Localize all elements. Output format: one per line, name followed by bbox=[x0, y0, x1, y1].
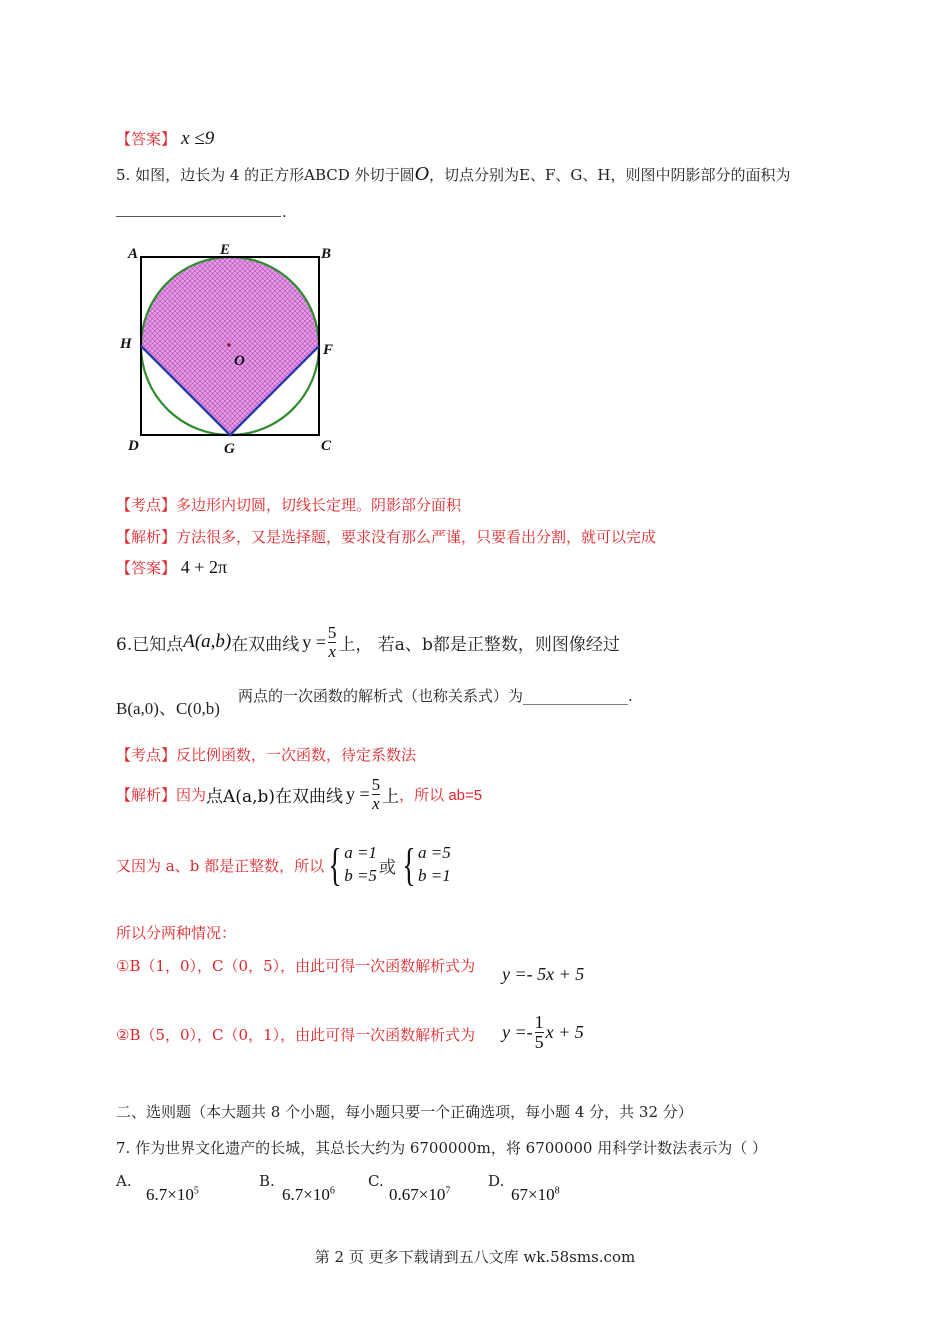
jiexi-shang: 上 bbox=[382, 786, 400, 807]
case-2-fraction bbox=[535, 1013, 544, 1052]
q5-kaodian bbox=[116, 494, 461, 515]
q6-fraction bbox=[328, 624, 337, 661]
jiexi-ab: ，所以 ab=5 bbox=[399, 786, 483, 804]
frac-num: 5 bbox=[327, 623, 337, 642]
jiexi-tag: 【解析】 bbox=[116, 785, 177, 804]
q7-option-d bbox=[511, 1185, 560, 1205]
q6-stem-part: 上， 若a、b都是正整数，则图像经过 bbox=[338, 634, 620, 655]
label-f: F bbox=[323, 342, 334, 358]
frac-den: 5 bbox=[534, 1031, 544, 1052]
q5-stem-part: 5. 如图，边长为 4 的正方形ABCD 外切于圆 bbox=[116, 166, 415, 184]
frac-num: 5 bbox=[371, 775, 381, 794]
q6-jiexi bbox=[116, 776, 482, 813]
option-exp: 5 bbox=[193, 1185, 199, 1197]
q5-jiexi bbox=[116, 526, 656, 547]
answer-tag: 【答案】 bbox=[116, 559, 177, 577]
label-h: H bbox=[120, 336, 132, 352]
q6-systems bbox=[116, 839, 451, 890]
youyin-text: 又因为 a、b 都是正整数，所以 bbox=[116, 856, 325, 875]
q5-answer-blank bbox=[116, 216, 281, 217]
section-2-heading: 二、选则题（本大题共 8 个小题，每小题只要一个正确选项，每小题 4 分，共 32 分） bbox=[116, 1103, 693, 1121]
q5-answer bbox=[116, 557, 227, 578]
case-2: ②B（5，0），C（0，1），由此可得一次函数解析式为 bbox=[116, 1026, 476, 1044]
answer-tag: 【答案】 bbox=[116, 130, 177, 148]
kaodian-text: 反比例函数，一次函数，待定系数法 bbox=[176, 746, 417, 764]
frac-den: x bbox=[328, 641, 336, 661]
system-1-row-1: a =1 bbox=[344, 843, 377, 863]
q4-answer-line bbox=[116, 128, 214, 150]
q6-stem-part: 在双曲线 bbox=[231, 634, 300, 655]
system-1 bbox=[324, 839, 377, 890]
brace-glyph: { bbox=[402, 839, 416, 890]
option-base: 6.7×10 bbox=[146, 1185, 194, 1204]
q6-stem bbox=[116, 624, 620, 661]
option-exp: 6 bbox=[329, 1185, 335, 1197]
jiexi-text: 因为 bbox=[176, 785, 207, 804]
jiexi-text: 方法很多，又是选择题，要求没有那么严谨，只要看出分割，就可以完成 bbox=[176, 528, 657, 546]
label-c: C bbox=[321, 438, 332, 454]
jiexi-point: 点A(a,b)在双曲线 bbox=[206, 786, 343, 807]
case-1-eq: y =- 5x + 5 bbox=[502, 964, 585, 984]
label-o: O bbox=[234, 353, 245, 369]
option-base: 6.7×10 bbox=[282, 1185, 330, 1204]
answer-value: 4 + 2π bbox=[180, 557, 228, 577]
frac-num: 1 bbox=[534, 1012, 544, 1032]
system-1-row-2: b =5 bbox=[344, 866, 377, 885]
label-e: E bbox=[220, 242, 231, 258]
jiexi-tag: 【解析】 bbox=[116, 528, 177, 546]
or-text: 或 bbox=[378, 857, 396, 878]
jiexi-y-eq: y = bbox=[346, 783, 370, 804]
option-exp: 8 bbox=[554, 1185, 560, 1197]
q7-option-a bbox=[146, 1185, 199, 1205]
q7-option-b-label: B. bbox=[259, 1172, 275, 1190]
frac-den: x bbox=[372, 793, 380, 813]
case-2-eq bbox=[502, 1013, 584, 1052]
q7-option-b bbox=[282, 1185, 335, 1205]
system-2 bbox=[398, 839, 451, 890]
page-footer: 第 2 页 更多下载请到五八文库 wk.58sms.com bbox=[314, 1248, 636, 1266]
kaodian-tag: 【考点】 bbox=[116, 496, 177, 514]
label-d: D bbox=[128, 438, 139, 454]
option-exp: 7 bbox=[445, 1185, 451, 1197]
q7-option-c-label: C. bbox=[368, 1172, 384, 1190]
q5-stem bbox=[116, 163, 790, 186]
q6-kaodian bbox=[116, 744, 416, 765]
case-1: ①B（1，0），C（0，5），由此可得一次函数解析式为 bbox=[116, 957, 476, 975]
label-g: G bbox=[224, 441, 235, 457]
kaodian-text: 多边形内切圆，切线长定理。阴影部分面积 bbox=[176, 496, 462, 514]
two-cases: 所以分两种情况： bbox=[116, 924, 237, 942]
label-b: B bbox=[321, 246, 332, 262]
q5-circle-o: O bbox=[414, 163, 430, 185]
q5-figure bbox=[110, 236, 350, 466]
q6-stem-d: 两点的一次函数的解析式（也称关系式）为______________. bbox=[238, 687, 633, 705]
case-2-eq-left: y =- bbox=[502, 1021, 533, 1042]
answer-value: x ≤9 bbox=[181, 128, 215, 149]
brace-glyph: { bbox=[328, 839, 342, 890]
q6-point-a: A(a,b) bbox=[183, 631, 232, 653]
q5-stem-end: . bbox=[282, 203, 287, 221]
q7-option-c bbox=[389, 1185, 450, 1205]
jiexi-fraction bbox=[372, 776, 381, 813]
system-2-row-1: a =5 bbox=[418, 843, 451, 863]
kaodian-tag: 【考点】 bbox=[116, 746, 177, 764]
q6-y-eq: y = bbox=[302, 631, 326, 652]
option-base: 0.67×10 bbox=[389, 1185, 446, 1204]
q6-stem-part: 6.已知点 bbox=[116, 634, 184, 655]
case-2-eq-right: x + 5 bbox=[545, 1021, 584, 1042]
label-a: A bbox=[128, 246, 139, 262]
q5-stem-part: ，切点分别为E、F、G、H，则图中阴影部分的面积为 bbox=[429, 166, 791, 184]
q7-option-a-label: A. bbox=[116, 1172, 132, 1190]
option-base: 67×10 bbox=[511, 1185, 555, 1204]
system-2-row-2: b =1 bbox=[418, 866, 451, 885]
q7-stem: 7. 作为世界文化遗产的长城，其总长大约为 6700000m，将 6700000 用科学计数法表示为（ ） bbox=[116, 1139, 767, 1157]
center-point bbox=[227, 343, 231, 347]
q7-option-d-label: D. bbox=[488, 1172, 505, 1190]
q6-points-bc: B(a,0)、C(0,b) bbox=[116, 699, 220, 718]
